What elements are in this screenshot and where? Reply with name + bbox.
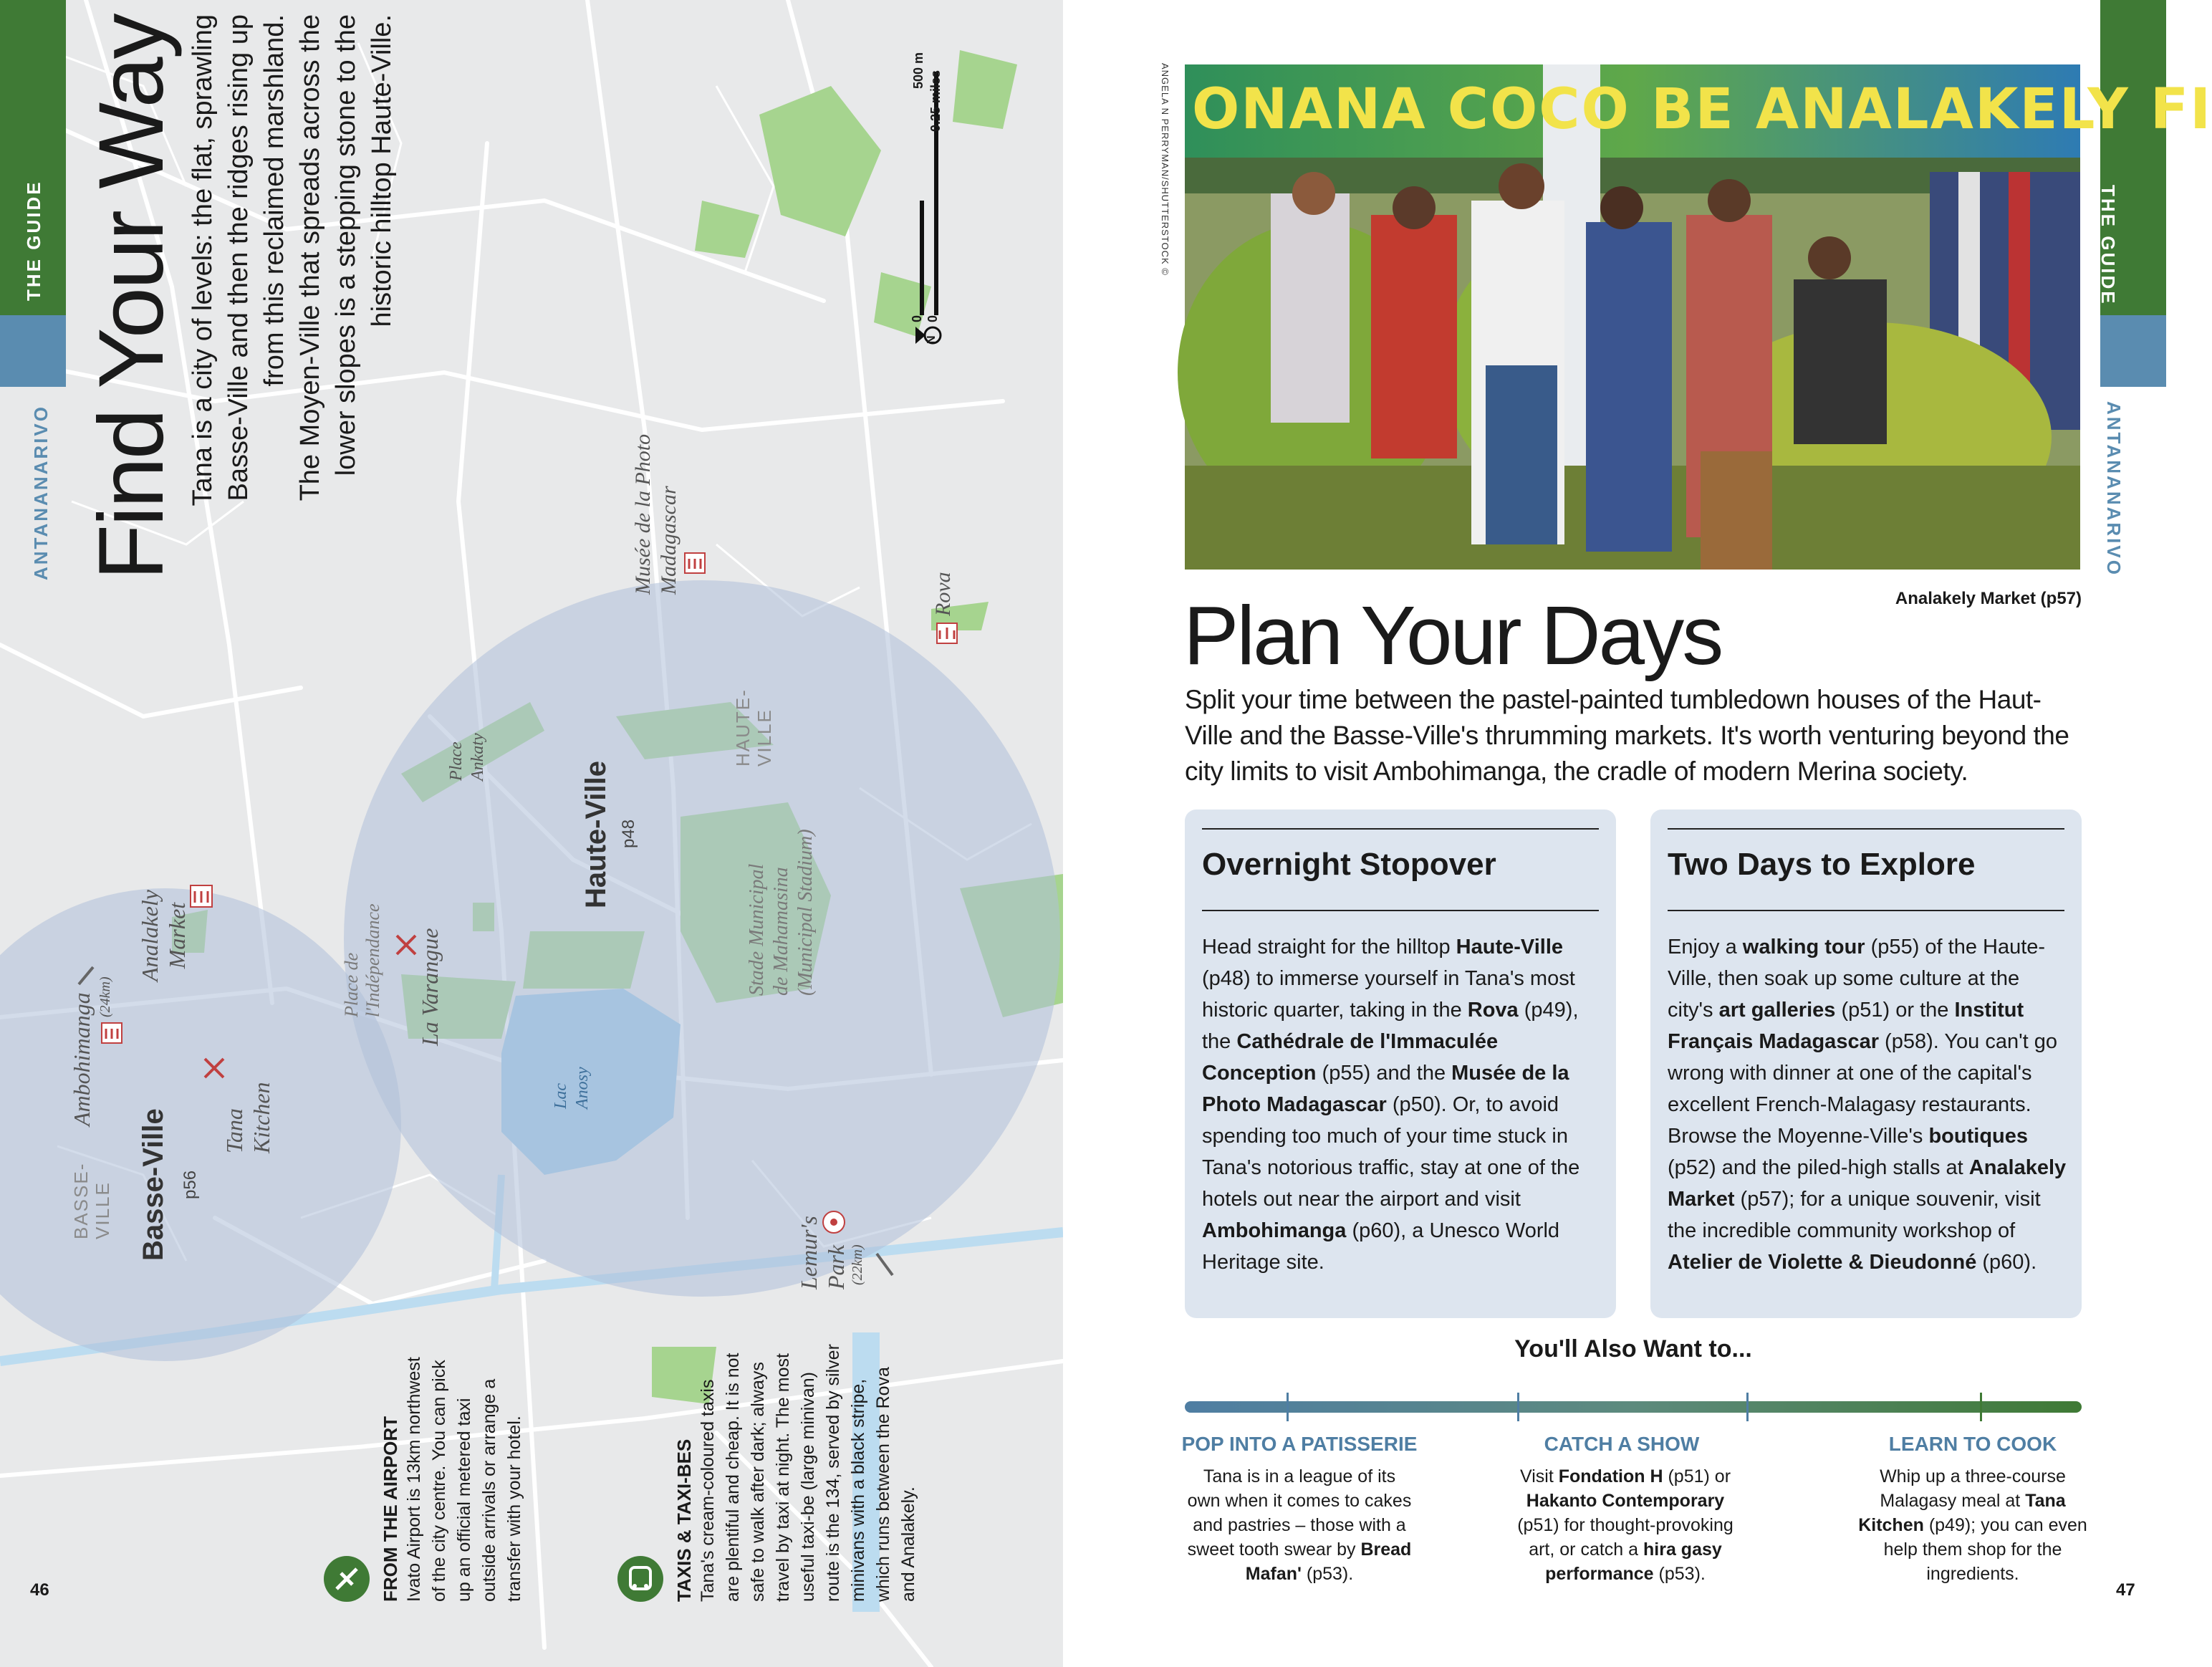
body-text: Tana is in a league of its own when it comes to cakes and pastries – those with a sweet tooth swear by <box>1187 1466 1412 1560</box>
timeline-tick <box>1980 1393 1982 1421</box>
map-label-line: Madagascar <box>657 486 681 595</box>
body-text: Enjoy a <box>1668 936 1743 959</box>
map-label-lac-anosy <box>550 1067 593 1109</box>
map-label-line: VILLE <box>92 1181 113 1239</box>
taxi-line: are plentiful and cheap. It is not <box>723 1353 743 1602</box>
map-label-analakely-market <box>136 890 191 981</box>
map-label-line: Anosy <box>573 1067 592 1109</box>
airport-line: transfer with your hotel. <box>504 1416 524 1602</box>
city-label: ANTANANARIVO <box>30 405 52 580</box>
photo-sign-text: ONANA COCO BE ANALAKELY FI <box>1192 77 2212 142</box>
scale-zero-top: 0 <box>910 314 924 322</box>
rova-icon <box>937 623 957 643</box>
timeline-bar <box>1185 1401 2082 1413</box>
page-number: 47 <box>2116 1580 2135 1600</box>
timeline-tick <box>1746 1393 1749 1421</box>
map-label-stadium <box>745 829 818 996</box>
timeline-text <box>1511 1464 1740 1586</box>
scale-meters: 500 m <box>911 52 925 89</box>
map-label-ambohimanga: Ambohimanga <box>69 992 95 1126</box>
map-label-tana-kitchen <box>221 1082 275 1153</box>
map-label-line: BASSE- <box>70 1162 92 1239</box>
body-text: (p52) and the piled-high stalls at <box>1668 1156 1969 1179</box>
taxi-line: route is the 134, served by silver <box>823 1344 843 1602</box>
map-label-lemurs-distance: (22km) <box>850 1244 865 1285</box>
market-icon <box>191 885 212 907</box>
map-label-place-independance <box>341 903 384 1017</box>
airport-heading: FROM THE AIRPORT <box>380 1416 401 1602</box>
bold-text: Haute-Ville <box>1456 936 1564 959</box>
map-label-line: Park <box>823 1244 849 1289</box>
plan-intro: Split your time between the pastel-painted tumbledown houses of the Haut-Ville and the Basse-Ville's thrumming markets. It's worth venturing beyond the city limits to visit Ambohimanga, the cradle of modern Merina society. <box>1185 685 2069 786</box>
body-text: (p58). You can't go wrong with dinner at one of the capital's excellent French-Malagasy restaurants. Browse the Moyenne-Ville's <box>1668 1030 2057 1148</box>
page-title: Find Your Way <box>80 15 183 580</box>
city-tab-bar <box>0 315 66 387</box>
timeline-heading: CATCH A SHOW <box>1544 1433 1700 1455</box>
body-text: (p49); you can even help them shop for the ingredients. <box>1883 1515 2087 1584</box>
intro-line: lower slopes is a stepping stone to the <box>331 14 361 476</box>
card-rule-top <box>1202 828 1599 830</box>
right-page <box>1063 0 2212 1667</box>
intro-line: historic hilltop Haute-Ville. <box>367 14 397 327</box>
body-text: (p50). Or, to avoid spending too much of your time stuck in Tana's notorious traffic, stay at one of the hotels out near the airport and visit <box>1202 1093 1580 1211</box>
map-label-line: Lemur's <box>796 1216 822 1289</box>
bold-text: Atelier de Violette & Dieudonné <box>1668 1251 1977 1274</box>
body-text: (p51) or the <box>1835 999 1955 1022</box>
card-title: Overnight Stopover <box>1202 847 1496 882</box>
plan-title: Plan Your Days <box>1183 589 1722 682</box>
body-text: (p53). <box>1653 1564 1706 1584</box>
page-number: 46 <box>30 1580 49 1600</box>
bold-text: Institut Français Madagascar <box>1668 999 2024 1053</box>
taxi-line: which runs between the Rova <box>873 1367 893 1602</box>
map-label-line: (Municipal Stadium) <box>794 829 817 996</box>
bold-text: art galleries <box>1718 999 1836 1022</box>
bold-text: Bread Mafan' <box>1245 1539 1412 1584</box>
photo-caption: Analakely Market (p57) <box>1895 589 2082 608</box>
map-label-la-varangue: La Varangue <box>417 928 443 1046</box>
timeline-heading: LEARN TO COOK <box>1888 1433 2057 1455</box>
map-label-place-ankaty <box>446 733 489 781</box>
card-body <box>1668 931 2067 1278</box>
map-label-line: Place <box>447 741 466 781</box>
body-text: (p60). <box>1976 1251 2037 1274</box>
bold-text: boutiques <box>1928 1125 2029 1148</box>
bold-text: Tana Kitchen <box>1858 1491 2066 1535</box>
card-body <box>1202 931 1602 1278</box>
bold-text: Musée de la Photo Madagascar <box>1202 1062 1569 1116</box>
timeline-tick <box>1287 1393 1289 1421</box>
district-haute-ville: Haute-Ville <box>580 761 612 908</box>
timeline-heading: POP INTO A PATISSERIE <box>1181 1433 1418 1455</box>
airport-line: of the city centre. You can pick <box>429 1360 449 1602</box>
scale-miles: 0.25 miles <box>928 69 943 132</box>
intro-text <box>185 14 400 544</box>
bold-text: Cathédrale de l'Immaculée Conception <box>1202 1030 1499 1085</box>
taxi-heading: TAXIS & TAXI-BES <box>673 1438 695 1602</box>
map-label-line: Analakely <box>137 890 163 981</box>
map-label-lemurs-park <box>795 1216 850 1289</box>
city-label: ANTANANARIVO <box>2103 401 2125 577</box>
intro-line: Tana is a city of levels: the flat, sprawling <box>188 14 218 506</box>
taxi-line: useful taxi-be (large minivan) <box>798 1372 818 1602</box>
also-want-title: You'll Also Want to... <box>1514 1335 1752 1363</box>
map-label-line: Market <box>164 902 190 969</box>
taxi-line: and Analakely. <box>898 1486 918 1602</box>
timeline-text <box>1858 1464 2087 1586</box>
map-label-line: l'Indépendance <box>362 903 383 1017</box>
body-text: (p48) to immerse yourself in Tana's most historic quarter, taking in the <box>1202 967 1575 1022</box>
airport-line: Ivato Airport is 13km northwest <box>404 1357 424 1602</box>
body-text: (p51) or <box>1663 1466 1731 1486</box>
body-text: Whip up a three-course Malagasy meal at <box>1880 1466 2066 1511</box>
body-text: (p55) and the <box>1316 1062 1452 1085</box>
taxi-line: minivans with a black stripe, <box>848 1378 868 1602</box>
card-rule-top <box>1668 828 2064 830</box>
timeline-text <box>1185 1464 1414 1586</box>
body-text: Visit <box>1519 1466 1559 1486</box>
body-text: (p60), a Unesco World Heritage site. <box>1202 1219 1560 1274</box>
airport-icon <box>324 1556 370 1602</box>
body-text: Head straight for the hilltop <box>1202 936 1456 959</box>
airport-line: outside arrivals or arrange a <box>479 1378 499 1602</box>
map-label-line: Kitchen <box>249 1082 274 1153</box>
district-basse-ville: Basse-Ville <box>138 1108 169 1261</box>
map-label-basse-ville-faint <box>70 1163 113 1239</box>
map-label-line: VILLE <box>754 708 775 767</box>
body-text: (p55) of the Haute-Ville, then soak up some culture at the city's <box>1668 936 2046 1022</box>
taxi-line: safe to walk after dark; always <box>748 1362 768 1602</box>
map-label-line: Stade Municipal <box>746 863 768 996</box>
district-haute-ville-page: p48 <box>619 819 638 848</box>
taxi-line: travel by taxi at night. The most <box>773 1353 793 1602</box>
intro-line: The Moyen-Ville that spreads across the <box>295 14 325 501</box>
bold-text: Analakely Market <box>1668 1156 2067 1211</box>
bold-text: Fondation H <box>1558 1466 1663 1486</box>
district-basse-ville-page: p56 <box>181 1170 200 1199</box>
card-title: Two Days to Explore <box>1668 847 1976 882</box>
scale-zero-bottom: 0 <box>925 314 940 322</box>
map-label-line: HAUTE- <box>732 688 754 767</box>
map-label-haute-ville-faint <box>732 688 775 767</box>
card-two-days <box>1650 810 2082 1318</box>
body-text: (p51) for thought-provoking art, or catch a <box>1517 1515 1733 1560</box>
card-rule-bottom <box>1202 910 1599 911</box>
body-text: (p49), the <box>1202 999 1579 1053</box>
bold-text: Ambohimanga <box>1202 1219 1347 1242</box>
airport-info <box>380 1357 527 1602</box>
bold-text: Rova <box>1467 999 1519 1022</box>
map-label-line: Musée de la Photo <box>631 433 655 595</box>
intro-line: Basse-Ville and then the ridges rising up <box>223 14 254 501</box>
taxi-line: Tana's cream-coloured taxis <box>698 1379 718 1602</box>
ambohimanga-icon <box>102 1023 122 1043</box>
intro-line: from this reclaimed marshland. <box>259 14 289 387</box>
airport-line: up an official metered taxi <box>454 1398 474 1602</box>
map-label-ambohimanga-distance: (24km) <box>97 976 113 1017</box>
city-tab-bar <box>2100 315 2166 387</box>
body-text: (p57); for a unique souvenir, visit the incredible community workshop of <box>1668 1188 2041 1242</box>
bold-text: walking tour <box>1742 936 1865 959</box>
map-label-line: Ankaty <box>468 733 487 781</box>
guide-tab-label: THE GUIDE <box>23 180 44 301</box>
north-icon: N <box>925 335 938 344</box>
taxi-info <box>673 1344 921 1602</box>
map-label-line: Place de <box>341 952 362 1017</box>
bold-text: Hakanto Contemporary <box>1526 1491 1725 1511</box>
photo-credit: ANGELA N PERRYMAN/SHUTTERSTOCK © <box>1160 63 1170 276</box>
body-text: (p53). <box>1301 1564 1354 1584</box>
map-label-line: de Mahamasina <box>770 867 792 996</box>
map-label-rova: Rova <box>931 572 955 616</box>
left-page <box>0 0 1063 1667</box>
card-overnight-stopover <box>1185 810 1616 1318</box>
map-label-line: Tana <box>221 1108 247 1153</box>
museum-icon <box>685 553 705 573</box>
timeline-tick <box>1517 1393 1519 1421</box>
map-label-musee <box>630 434 682 595</box>
map-label-line: Lac <box>552 1083 570 1109</box>
guide-tab-label: THE GUIDE <box>2097 185 2119 306</box>
bold-text: hira gasy performance <box>1545 1539 1722 1584</box>
taxi-icon <box>617 1556 663 1602</box>
card-rule-bottom <box>1668 910 2064 911</box>
